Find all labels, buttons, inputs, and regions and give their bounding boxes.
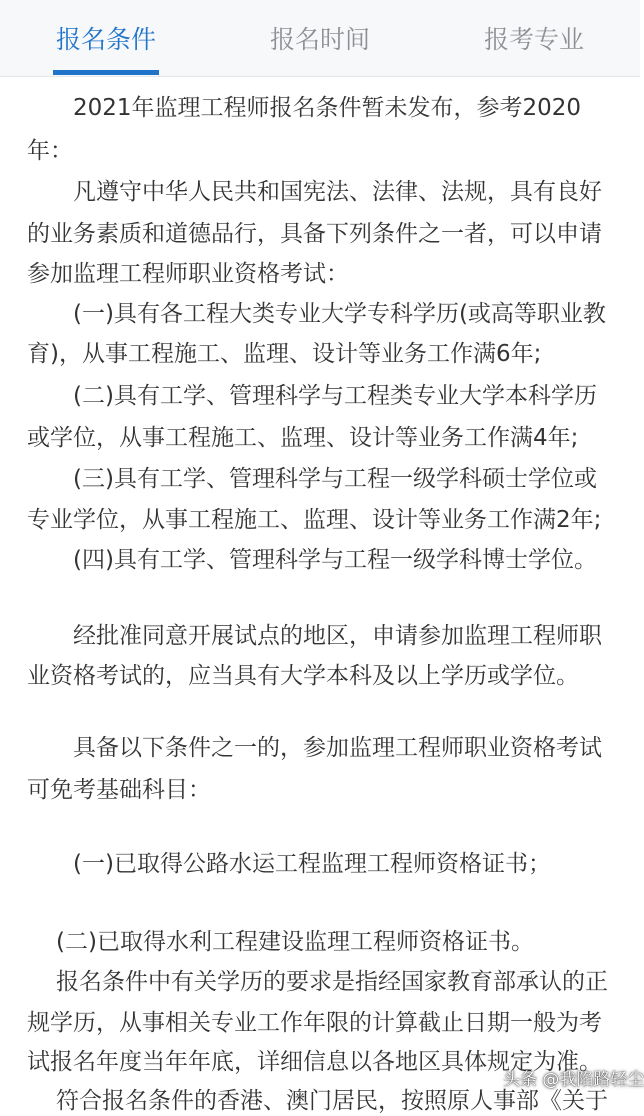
tab-bar bbox=[0, 0, 640, 77]
text-line: 符合报名条件的香港、澳门居民，按照原人事部《关于 bbox=[56, 1088, 608, 1114]
text-line: 育)，从事工程施工、监理、设计等业务工作满6年; bbox=[27, 341, 542, 367]
text-line: 试报名年度当年年底，详细信息以各地区具体规定为准。 bbox=[27, 1049, 602, 1075]
tab-registration-time[interactable]: 报名时间 bbox=[269, 25, 370, 54]
text-line: (一)已取得公路水运工程监理工程师资格证书； bbox=[73, 851, 551, 877]
text-line: 的业务素质和道德品行，具备下列条件之一者，可以申请 bbox=[27, 221, 602, 247]
text-line: 规学历，从事相关专业工作年限的计算截止日期一般为考 bbox=[27, 1010, 602, 1036]
text-line: (二)具有工学、管理科学与工程类专业大学本科学历 bbox=[73, 383, 597, 409]
text-line: (二)已取得水利工程建设监理工程师资格证书。 bbox=[56, 929, 534, 955]
tab-registration-conditions[interactable]: 报名条件 bbox=[55, 25, 156, 54]
text-line: 年： bbox=[27, 138, 73, 164]
text-line: 专业学位，从事工程施工、监理、设计等业务工作满2年; bbox=[27, 507, 602, 533]
text-line: 2021年监理工程师报名条件暂未发布，参考2020 bbox=[73, 95, 582, 121]
text-line: (三)具有工学、管理科学与工程一级学科硕士学位或 bbox=[73, 466, 597, 492]
text-line: 报名条件中有关学历的要求是指经国家教育部承认的正 bbox=[56, 969, 608, 995]
tab-exam-majors[interactable]: 报考专业 bbox=[483, 25, 584, 54]
text-line: 业资格考试的，应当具有大学本科及以上学历或学位。 bbox=[27, 663, 579, 689]
text-line: (四)具有工学、管理科学与工程一级学科博士学位。 bbox=[73, 547, 597, 573]
text-line: 具备以下条件之一的，参加监理工程师职业资格考试 bbox=[73, 735, 602, 761]
text-line: 参加监理工程师职业资格考试： bbox=[27, 261, 349, 287]
text-line: (一)具有各工程大类专业大学专科学历(或高等职业教 bbox=[73, 301, 606, 327]
text-line: 或学位，从事工程施工、监理、设计等业务工作满4年; bbox=[27, 425, 579, 451]
active-tab-indicator bbox=[53, 70, 159, 75]
watermark: 头条 @我陷路轻尘 bbox=[503, 1069, 644, 1090]
text-line: 凡遵守中华人民共和国宪法、法律、法规，具有良好 bbox=[73, 179, 602, 205]
text-line: 可免考基础科目： bbox=[27, 777, 211, 803]
text-line: 经批准同意开展试点的地区，申请参加监理工程师职 bbox=[73, 623, 602, 649]
